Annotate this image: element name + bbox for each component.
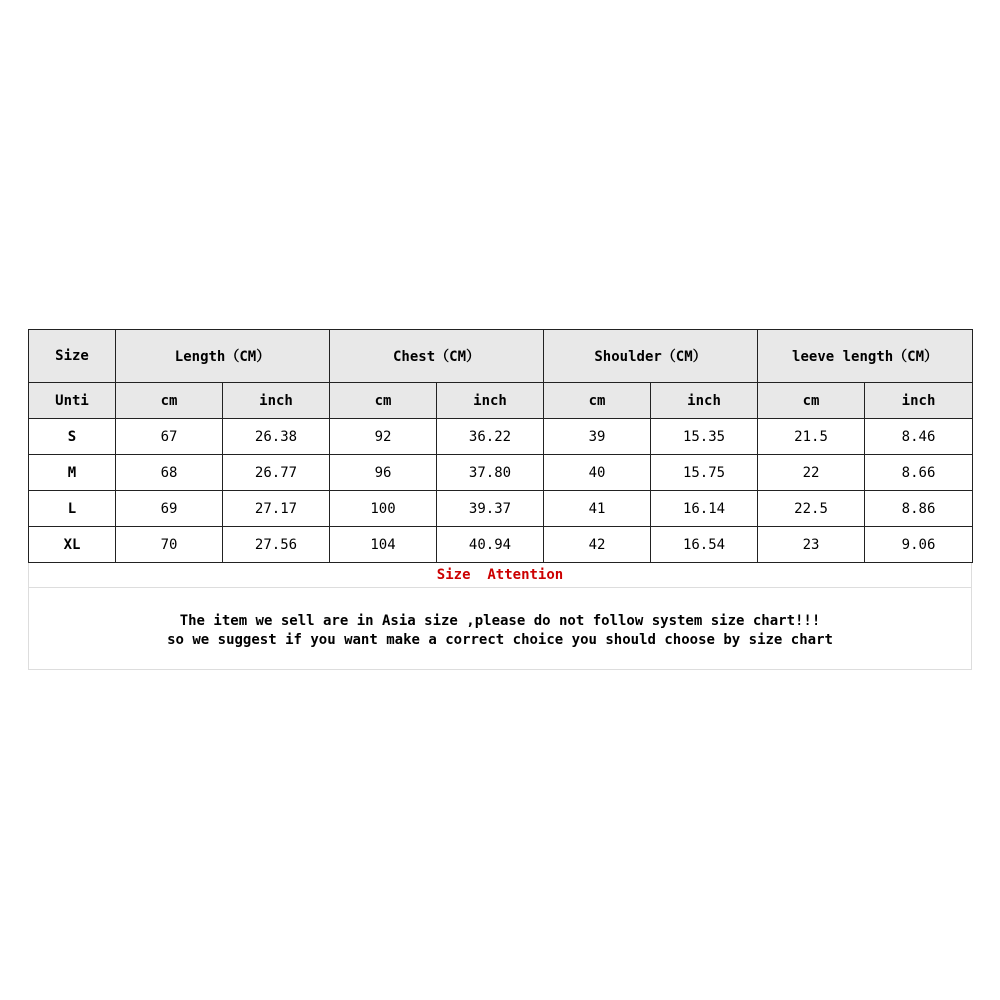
- table-row: [29, 527, 973, 563]
- table-row: [29, 455, 973, 491]
- size-chart: [28, 329, 972, 670]
- sleeve-cm-cell: 21.5: [758, 419, 865, 455]
- shoulder-inch-cell: 16.14: [651, 491, 758, 527]
- length-inch-cell: 26.38: [223, 419, 330, 455]
- length-cm-cell: 69: [116, 491, 223, 527]
- chest-cm-cell: 100: [330, 491, 437, 527]
- unit-inch: inch: [223, 383, 330, 419]
- sleeve-cm-cell: 22: [758, 455, 865, 491]
- chest-inch-cell: 36.22: [437, 419, 544, 455]
- size-cell: S: [29, 419, 116, 455]
- unit-inch: inch: [437, 383, 544, 419]
- shoulder-cm-cell: 41: [544, 491, 651, 527]
- size-header: Size: [29, 330, 116, 383]
- sleeve-cm-cell: 22.5: [758, 491, 865, 527]
- length-inch-cell: 27.17: [223, 491, 330, 527]
- chest-inch-cell: 40.94: [437, 527, 544, 563]
- chest-inch-cell: 37.80: [437, 455, 544, 491]
- attention-line-1: The item we sell are in Asia size ,please do not follow system size chart!!!: [179, 613, 821, 629]
- size-cell: M: [29, 455, 116, 491]
- length-cm-cell: 67: [116, 419, 223, 455]
- shoulder-inch-cell: 16.54: [651, 527, 758, 563]
- table-row: [29, 419, 973, 455]
- unit-cm: cm: [758, 383, 865, 419]
- size-attention-note: [28, 587, 972, 670]
- header-row: [29, 330, 973, 383]
- attention-line-2: so we suggest if you want make a correct choice you should choose by size chart: [167, 632, 833, 648]
- length-cm-cell: 68: [116, 455, 223, 491]
- length-cm-cell: 70: [116, 527, 223, 563]
- length-inch-cell: 26.77: [223, 455, 330, 491]
- length-header: Length（CM）: [116, 330, 330, 383]
- shoulder-header: Shoulder（CM）: [544, 330, 758, 383]
- shoulder-cm-cell: 42: [544, 527, 651, 563]
- unit-cm: cm: [116, 383, 223, 419]
- chest-cm-cell: 96: [330, 455, 437, 491]
- sleeve-inch-cell: 8.46: [865, 419, 973, 455]
- table-row: [29, 491, 973, 527]
- size-cell: XL: [29, 527, 116, 563]
- chest-inch-cell: 39.37: [437, 491, 544, 527]
- size-table: [28, 329, 973, 563]
- sleeve-inch-cell: 8.66: [865, 455, 973, 491]
- unit-row-label: Unti: [29, 383, 116, 419]
- size-cell: L: [29, 491, 116, 527]
- sleeve-inch-cell: 8.86: [865, 491, 973, 527]
- size-attention-title: Size Attention: [28, 563, 972, 587]
- sleeve-header: leeve length（CM）: [758, 330, 973, 383]
- shoulder-inch-cell: 15.35: [651, 419, 758, 455]
- unit-inch: inch: [865, 383, 973, 419]
- shoulder-cm-cell: 39: [544, 419, 651, 455]
- chest-cm-cell: 104: [330, 527, 437, 563]
- shoulder-inch-cell: 15.75: [651, 455, 758, 491]
- length-inch-cell: 27.56: [223, 527, 330, 563]
- unit-inch: inch: [651, 383, 758, 419]
- sleeve-inch-cell: 9.06: [865, 527, 973, 563]
- unit-row: [29, 383, 973, 419]
- chest-header: Chest（CM）: [330, 330, 544, 383]
- unit-cm: cm: [330, 383, 437, 419]
- sleeve-cm-cell: 23: [758, 527, 865, 563]
- shoulder-cm-cell: 40: [544, 455, 651, 491]
- chest-cm-cell: 92: [330, 419, 437, 455]
- unit-cm: cm: [544, 383, 651, 419]
